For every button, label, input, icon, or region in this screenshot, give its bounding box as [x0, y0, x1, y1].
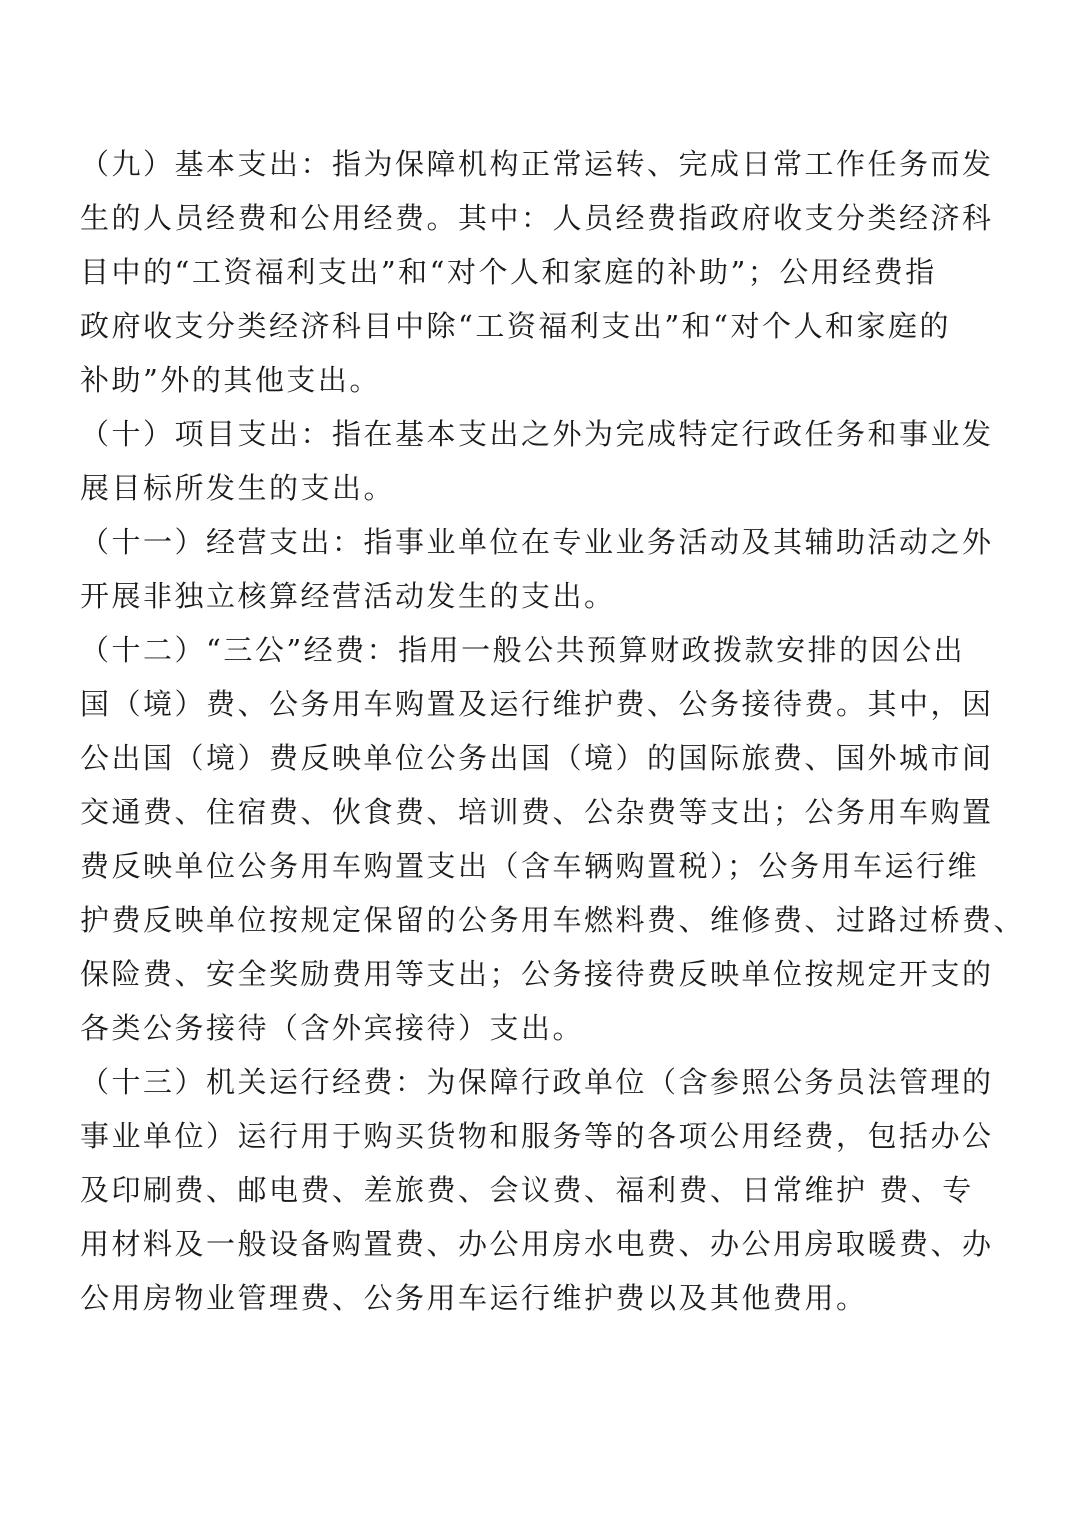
text-line: 保险费、安全奖励费用等支出；公务接待费反映单位按规定开支的	[80, 957, 994, 991]
text-line: 事业单位）运行用于购买货物和服务等的各项公用经费，包括办公	[80, 1119, 994, 1153]
text-line: （十二）“三公”经费：指用一般公共预算财政拨款安排的因公出	[80, 633, 966, 667]
text-line: 公出国（境）费反映单位公务出国（境）的国际旅费、国外城市间	[80, 741, 994, 775]
text-line: （十）项目支出：指在基本支出之外为完成特定行政任务和事业发	[80, 417, 994, 451]
text-line: 公用房物业管理费、公务用车运行维护费以及其他费用。	[80, 1281, 868, 1315]
text-line: 目中的“工资福利支出”和“对个人和家庭的补助”；公用经费指	[80, 255, 937, 289]
text-line: 护费反映单位按规定保留的公务用车燃料费、维修费、过路过桥费、	[80, 903, 1026, 937]
text-line: 费反映单位公务用车购置支出（含车辆购置税）；公务用车运行维	[80, 849, 980, 883]
text-line: 用材料及一般设备购置费、办公用房水电费、办公用房取暖费、办	[80, 1227, 994, 1261]
text-line: 国（境）费、公务用车购置及运行维护费、公务接待费。其中，因	[80, 687, 994, 721]
text-line: （十一）经营支出：指事业单位在专业业务活动及其辅助活动之外	[80, 525, 994, 559]
text-line: 开展非独立核算经营活动发生的支出。	[80, 579, 616, 613]
paragraph-project-expenditure	[80, 407, 994, 515]
paragraph-three-public-expenses	[80, 623, 1026, 1055]
text-line: 补助”外的其他支出。	[80, 363, 381, 397]
text-line: 各类公务接待（含外宾接待）支出。	[80, 1011, 585, 1045]
paragraph-operating-expenditure	[80, 515, 994, 623]
paragraph-basic-expenditure	[80, 137, 994, 407]
document-body	[80, 137, 1026, 1325]
text-line: 交通费、住宿费、伙食费、培训费、公杂费等支出；公务用车购置	[80, 795, 994, 829]
text-line: 生的人员经费和公用经费。其中：人员经费指政府收支分类经济科	[80, 201, 994, 235]
paragraph-agency-operating-funds	[80, 1055, 994, 1325]
text-line: 及印刷费、邮电费、差旅费、会议费、福利费、日常维护 费、专	[80, 1173, 974, 1207]
text-line: 政府收支分类经济科目中除“工资福利支出”和“对个人和家庭的	[80, 309, 951, 343]
text-line: 展目标所发生的支出。	[80, 471, 396, 505]
text-line: （九）基本支出：指为保障机构正常运转、完成日常工作任务而发	[80, 147, 994, 181]
text-line: （十三）机关运行经费：为保障行政单位（含参照公务员法管理的	[80, 1065, 994, 1099]
